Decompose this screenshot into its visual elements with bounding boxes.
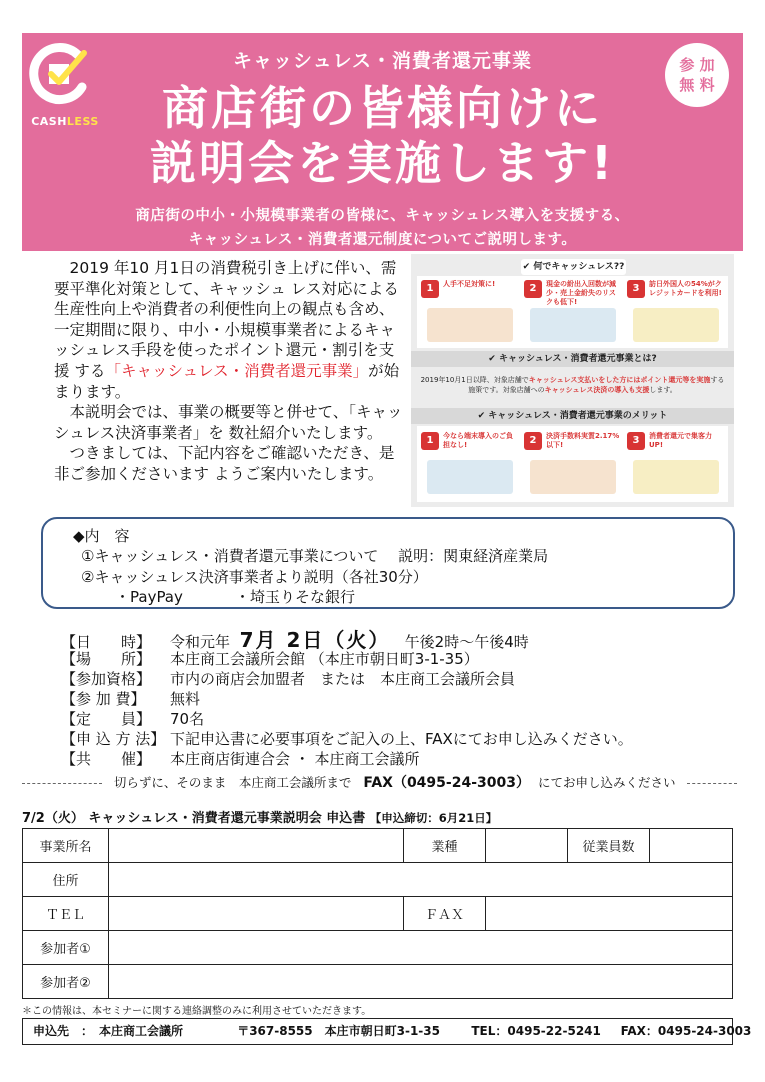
table-row (23, 931, 733, 965)
detail-cohost: 【共 催】 本庄商店街連合会 ・ 本庄商工会議所 (61, 750, 420, 768)
why-item-3: 3 訪日外国人の54%がクレジットカードを利用! (627, 280, 725, 342)
infographic-about-text: 2019年10月1日以降、対象店舗でキャッシュレス支払いをした方にはポイント還元等を実施する施策です。対象店舗へのキャッシュレス決済の導入も支援します。 (420, 376, 725, 394)
infographic (411, 254, 734, 507)
industry-field[interactable] (486, 829, 568, 863)
label-industry: 業種 (404, 829, 486, 863)
header-banner (22, 33, 743, 251)
infographic-header-merit: ✔ キャッシュレス・消費者還元事業のメリット (411, 408, 734, 424)
infographic-section-merit (417, 426, 728, 502)
privacy-note: ＊この情報は、本セミナーに関する連絡調整のみに利用させていただきます。 (22, 1006, 372, 1017)
detail-date: 【日 時】 令和元年 7月 2日（火） 午後2時～午後4時 (61, 628, 529, 652)
banner-description-line2: キャッシュレス・消費者還元制度についてご説明します。 (188, 232, 577, 248)
content-item-1: ①キャッシュレス・消費者還元事業について 説明：関東経済産業局 (81, 547, 549, 565)
intro-paragraph-1: 2019 年10 月1日の消費税引き上げに伴い、需要平準化対策として、キャッシュ レス対応による生産性向上や消費者の利便性向上の観点も含め、一定期間に限り、中小・小規模事業者によるキャッシュレス手段を使ったポイント還元・割引を支援 する「キャッシュレス・消費者還元事業」が始まります。 (54, 259, 400, 401)
label-address: 住所 (23, 863, 109, 897)
detail-capacity: 【定 員】 70名 (61, 710, 205, 728)
why-item-1: 1 人手不足対策に! (421, 280, 519, 342)
merit-item-2: 2 決済手数料実質2.17%以下! (524, 432, 622, 494)
infographic-section-why (417, 276, 728, 348)
detail-qualification: 【参加資格】 市内の商店会加盟者 または 本庄商工会議所会員 (61, 670, 516, 688)
table-row (23, 863, 733, 897)
footer-tel: TEL：0495-22-5241 (471, 1024, 601, 1038)
content-company-1: ・PayPay (115, 588, 183, 606)
illustration-image (427, 308, 513, 342)
content-heading: ◆内 容 (73, 527, 130, 545)
dashed-divider (22, 783, 102, 784)
footer-address: 〒367-8555 本庄市朝日町3-1-35 (237, 1024, 440, 1038)
illustration-image (530, 460, 616, 494)
label-tel: ＴＥＬ (23, 897, 109, 931)
participant-2-field[interactable] (109, 965, 733, 999)
label-employees: 従業員数 (568, 829, 650, 863)
illustration-image (633, 308, 719, 342)
banner-subtitle: キャッシュレス・消費者還元事業 (232, 50, 533, 72)
banner-title-line2: 説明会を実施します! (150, 136, 615, 190)
merit-item-3: 3 消費者還元で集客力UP! (627, 432, 725, 494)
illustration-image (530, 308, 616, 342)
detail-apply-method: 【申 込 方 法】 下記申込書に必要事項をご記入の上、FAXにてお申し込みください。 (61, 730, 633, 748)
intro-paragraph-2: 本説明会では、事業の概要等と併せて、「キャッシュレス決済事業者」を 数社紹介いたします。 (54, 403, 403, 442)
participant-1-field[interactable] (109, 931, 733, 965)
badge-line2: 無 料 (679, 76, 715, 94)
logo-wordmark: CASHLESS (31, 115, 99, 128)
infographic-header-about: ✔ キャッシュレス・消費者還元事業とは? (411, 351, 734, 367)
employees-field[interactable] (650, 829, 733, 863)
label-participant-1: 参加者① (23, 931, 109, 965)
form-deadline: 【申込締切：6月21日】 (369, 811, 498, 825)
label-business-name: 事業所名 (23, 829, 109, 863)
address-field[interactable] (109, 863, 733, 897)
table-row (23, 897, 733, 931)
label-fax: ＦＡＸ (404, 897, 486, 931)
infographic-header-why: ✔ 何でキャッシュレス?? (521, 259, 626, 275)
banner-title-line1: 商店街の皆様向けに (162, 81, 603, 135)
intro-highlight: 「キャッシュレス・消費者還元事業」 (105, 361, 369, 380)
form-title: 7/2（火） キャッシュレス・消費者還元事業説明会 申込書 【申込締切：6月21日】 (22, 811, 498, 826)
merit-item-1: 1 今なら端末導入のご負担なし! (421, 432, 519, 494)
why-item-2: 2 現金の紛出入回数が減少・売上金紛失のリスクも低下! (524, 280, 622, 342)
detail-fee: 【参 加 費】 無料 (61, 690, 201, 708)
contact-footer (22, 1018, 752, 1045)
content-box (41, 517, 735, 609)
badge-line1: 参 加 (679, 55, 715, 74)
content-company-2: ・埼玉りそな銀行 (235, 588, 356, 606)
cut-line: 切らずに、そのまま 本庄商工会議所まで FAX（0495-24-3003） にてお申し込みください (22, 772, 743, 792)
dashed-divider (687, 783, 737, 784)
business-name-field[interactable] (109, 829, 404, 863)
banner-description-line1: 商店街の中小・小規模事業者の皆様に、キャッシュレス導入を支援する、 (135, 208, 630, 224)
illustration-image (427, 460, 513, 494)
table-row (23, 965, 733, 999)
application-form (22, 828, 733, 999)
footer-to: 申込先 ： 本庄商工会議所 (33, 1024, 184, 1038)
label-participant-2: 参加者② (23, 965, 109, 999)
tel-field[interactable] (109, 897, 404, 931)
table-row (23, 829, 733, 863)
cutline-fax: FAX（0495-24-3003） (363, 775, 530, 791)
intro-paragraph-3: つきましては、下記内容をご確認いただき、是非ご参加くださいます ようご案内いたします。 (54, 444, 395, 483)
detail-place: 【場 所】 本庄商工会議所会館 （本庄市朝日町3-1-35） (61, 650, 479, 668)
intro-text (54, 258, 408, 485)
illustration-image (633, 460, 719, 494)
fax-field[interactable] (486, 897, 733, 931)
content-item-2: ②キャッシュレス決済事業者より説明（各社30分） (81, 568, 428, 586)
free-participation-badge (665, 43, 729, 107)
footer-fax: FAX：0495-24-3003 (620, 1024, 752, 1038)
